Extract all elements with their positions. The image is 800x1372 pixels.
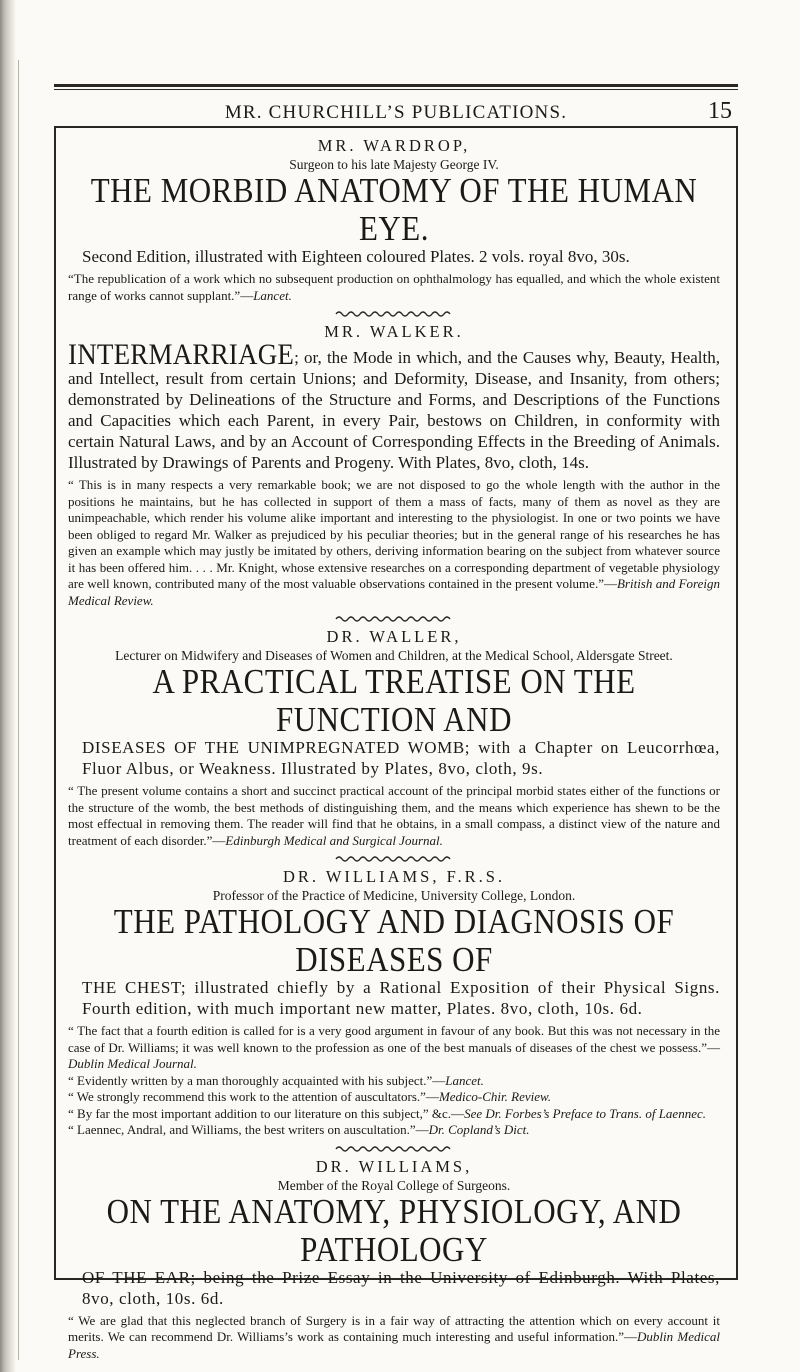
quote-source: Dublin Medical Press. xyxy=(68,1329,720,1361)
quote-source: British and Foreign Medical Review. xyxy=(68,576,721,608)
quote-source: See Dr. Forbes’s Preface to Trans. of Laennec. xyxy=(464,1105,706,1121)
author-name: MR. WALKER. xyxy=(324,322,464,341)
review-quote xyxy=(68,1023,720,1073)
running-title: MR. CHURCHILL’S PUBLICATIONS. xyxy=(224,102,568,123)
wavy-divider-ornament xyxy=(334,855,454,863)
book-gutter-shadow xyxy=(0,0,16,1372)
wavy-divider-ornament xyxy=(334,310,454,318)
book-title: THE PATHOLOGY AND DIAGNOSIS OF DISEASES OF xyxy=(113,901,675,980)
quote-source: Dr. Copland’s Dict. xyxy=(428,1122,530,1137)
entry-williams-chest xyxy=(68,867,720,1153)
quote-source: Dublin Medical Journal. xyxy=(68,1056,197,1071)
quote-text: “ We are glad that this neglected branch of Surgery is in a fair way of attracting the attention which on every account it merits. We can recommend Dr. Williams’s work as containing much interesting and useful information.”— xyxy=(68,1312,720,1344)
author-name: MR. WARDROP, xyxy=(317,136,471,155)
review-quote xyxy=(68,1313,720,1363)
book-title: INTERMARRIAGE xyxy=(68,337,295,371)
quote-source: Lancet. xyxy=(253,287,292,303)
quote-text: “The republication of a work which no subsequent production on ophthalmology has equalled, and which the whole existent range of works cannot supplant.”— xyxy=(68,271,720,303)
quote-source: Edinburgh Medical and Surgical Journal. xyxy=(225,832,443,848)
running-head xyxy=(54,102,738,124)
review-quote xyxy=(68,1106,720,1123)
book-title: ON THE ANATOMY, PHYSIOLOGY, AND PATHOLOGY xyxy=(106,1191,682,1269)
entry-waller xyxy=(68,627,720,863)
page-edge-line xyxy=(18,60,19,1360)
author-description: Surgeon to his late Majesty George IV. xyxy=(289,157,499,172)
quote-source: Medico-Chir. Review. xyxy=(438,1089,551,1104)
book-title: A PRACTICAL TREATISE ON THE FUNCTION AND xyxy=(152,661,636,740)
quote-text: “ We strongly recommend this work to the attention of auscultators.”— xyxy=(68,1089,439,1104)
book-description: DISEASES OF THE UNIMPREGNATED WOMB; with a Chapter on Leucorrhœa, Fluor Albus, or Weakness. Illustrated by Plates, 8vo, cloth, 9s. xyxy=(82,738,720,778)
page-content xyxy=(68,136,720,1362)
quote-text: “ This is in many respects a very remarkable book; we are not disposed to go the whole length with the author in the positions he maintains, but he has collected in support of them a mass of facts, many of them as novel as they are unimpeachable, which render his volume alike important and interesting to the physiologist. In one or two points we have been obliged to regard Mr. Walker as prejudiced by his peculiar theories; but in the general range of his researches he has given an example which may justly be imitated by others, deriving information bearing on the subject from whatever source it has been offered him. . . . Mr. Knight, whose extensive researches on a corresponding department of vegetable physiology are well known, contributed many of the most valuable observations contained in the present volume.”— xyxy=(68,477,720,591)
entry-wardrop xyxy=(68,136,720,318)
book-description: OF THE EAR; being the Prize Essay in the University of Edinburgh. With Plates, 8vo, cloth, 10s. 6d. xyxy=(82,1267,720,1308)
entry-williams-ear xyxy=(68,1157,720,1363)
top-rule-thin xyxy=(54,89,738,90)
book-title: THE MORBID ANATOMY OF THE HUMAN EYE. xyxy=(90,170,698,249)
book-description-text: ; or, the Mode in which, and the Causes why, Beauty, Health, and Intellect, result from certain Unions; and Deformity, Disease, and Insanity, from others; demonstrated by Delineations of the Structure and Forms, and Descriptions of the Functions and Capacities which each Parent, in every Pair, bestows on Children, in conformity with certain Natural Laws, and by an Account of Corresponding Effects in the Breeding of Animals. Illustrated by Drawings of Parents and Progeny. With Plates, 8vo, cloth, 14s. xyxy=(68,348,720,472)
review-quote xyxy=(68,1073,720,1090)
author-description: Member of the Royal College of Surgeons. xyxy=(277,1177,511,1193)
quote-text: “ The present volume contains a short and succinct practical account of the principal morbid states either of the functions or the structure of the womb, the best methods of distinguishing them, and the means which experience has shewn to be the most effectual in removing them. The reader will find that he obtains, in a small compass, a distinct view of the nature and treatment of each disorder.”— xyxy=(68,783,720,848)
wavy-divider-ornament xyxy=(334,615,454,623)
book-description: THE CHEST; illustrated chiefly by a Rational Exposition of their Physical Signs. Fourth edition, with much important new matter, Plates. 8vo, cloth, 10s. 6d. xyxy=(82,978,720,1018)
author-description: Lecturer on Midwifery and Diseases of Women and Children, at the Medical School, Aldersgate Street. xyxy=(115,648,673,663)
author-name: DR. WILLIAMS, F.R.S. xyxy=(282,867,506,886)
quote-text: “ The fact that a fourth edition is called for is a very good argument in favour of any book. But this was not necessary in the case of Dr. Williams; it was well known to the profession as one of the best manuals of diseases of the chest we possess.”— xyxy=(68,1023,720,1055)
review-quote xyxy=(68,1089,720,1106)
top-rule xyxy=(54,84,738,87)
author-name: DR. WILLIAMS, xyxy=(315,1156,473,1176)
page-number: 15 xyxy=(708,98,732,124)
quote-text: “ Evidently written by a man thoroughly acquainted with his subject.”— xyxy=(68,1072,446,1088)
review-quote xyxy=(68,1122,720,1139)
author-name: DR. WALLER, xyxy=(326,627,462,646)
catalogue-page xyxy=(54,84,738,1361)
wavy-divider-ornament xyxy=(334,1145,454,1153)
review-quote xyxy=(68,783,720,849)
review-quote xyxy=(68,271,720,304)
book-description xyxy=(68,337,720,473)
author-description: Professor of the Practice of Medicine, University College, London. xyxy=(212,888,576,903)
quote-text: “ By far the most important addition to our literature on this subject,” &c.— xyxy=(68,1105,465,1121)
entry-walker xyxy=(68,322,720,623)
quote-source: Lancet. xyxy=(445,1072,484,1088)
review-quote xyxy=(68,477,720,609)
book-description: Second Edition, illustrated with Eighteen coloured Plates. 2 vols. royal 8vo, 30s. xyxy=(82,247,630,266)
quote-text: “ Laennec, Andral, and Williams, the best writers on auscultation.”— xyxy=(68,1122,429,1137)
